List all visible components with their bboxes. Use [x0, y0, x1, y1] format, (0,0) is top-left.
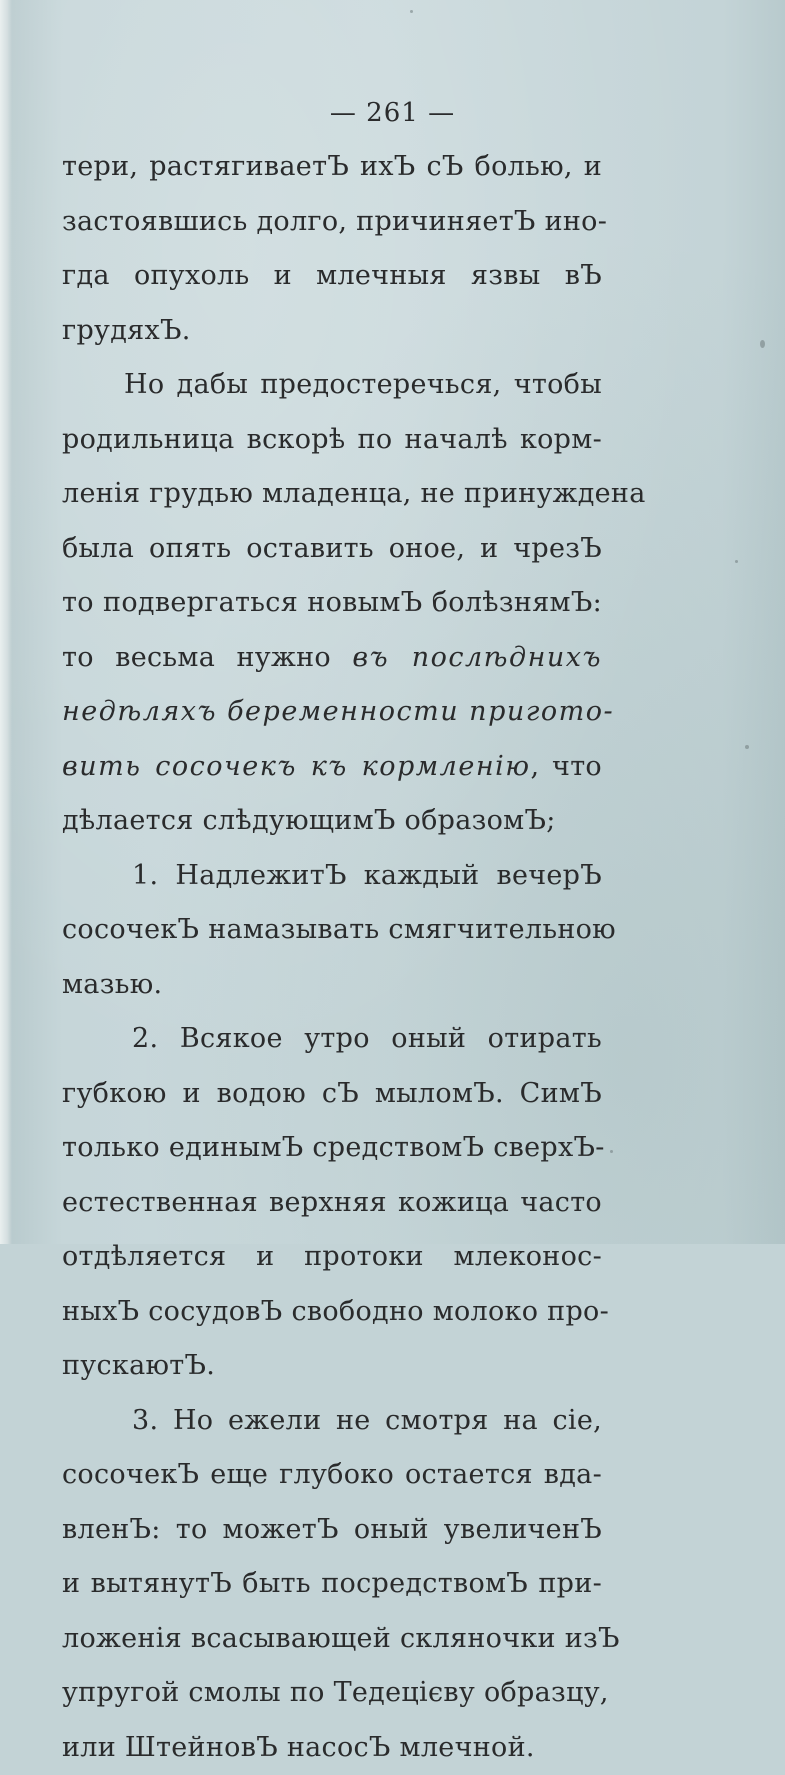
- text-line: или ШтейновЪ насосЪ млечной.: [62, 1721, 602, 1775]
- text-line: только единымЪ средствомЪ сверхЪ-: [62, 1121, 602, 1176]
- text-line: родильница вскорѣ по началѣ корм-: [62, 413, 602, 468]
- text-line: застоявшись долго, причиняетЪ ино-: [62, 195, 602, 250]
- text-line: ныхЪ сосудовЪ свободно молоко про-: [62, 1285, 602, 1340]
- text-line: Но дабы предостеречься, чтобы: [62, 358, 602, 413]
- text-span: то весьма нужно: [62, 642, 331, 673]
- text-line: ленія грудью младенца, не принуждена: [62, 467, 602, 522]
- text-line: была опять оставить оное, и чрезЪ: [62, 522, 602, 577]
- italic-span: вить сосочекъ къ кормленію: [62, 751, 531, 782]
- text-line: тери, растягиваетЪ ихЪ сЪ болью, и: [62, 140, 602, 195]
- text-line: отдѣляется и протоки млеконос-: [62, 1230, 602, 1285]
- text-line: дѣлается слѣдующимЪ образомЪ;: [62, 794, 602, 849]
- text-line: упругой смолы по Тедецієву образцу,: [62, 1666, 602, 1721]
- text-line: 1. НадлежитЪ каждый вечерЪ: [62, 849, 602, 904]
- text-line-mixed: [62, 631, 602, 686]
- text-line: гда опухоль и млечныя язвы вЪ: [62, 249, 602, 304]
- text-line: сосочекЪ намазывать смягчительною: [62, 903, 602, 958]
- italic-line: недѣляхъ беременности пригото-: [62, 685, 602, 740]
- text-line: естественная верхняя кожица часто: [62, 1176, 602, 1231]
- page-number: — 261 —: [0, 98, 785, 128]
- text-line: 3. Но ежели не смотря на сіе,: [62, 1394, 602, 1449]
- text-line: грудяхЪ.: [62, 304, 602, 359]
- paper-speck: [410, 10, 413, 13]
- page-gutter: [0, 0, 12, 1244]
- text-line: пускаютЪ.: [62, 1339, 602, 1394]
- text-line: вленЪ: то можетЪ оный увеличенЪ: [62, 1503, 602, 1558]
- text-line: 2. Всякое утро оный отирать: [62, 1012, 602, 1067]
- text-line: то подвергаться новымЪ болѣзнямЪ:: [62, 576, 602, 631]
- paper-speck: [610, 1150, 613, 1153]
- text-line-mixed: [62, 740, 602, 795]
- body-text: [62, 140, 602, 1775]
- paper-speck: [760, 340, 765, 348]
- text-span: , что: [531, 751, 602, 782]
- italic-span: въ послѣднихъ: [352, 642, 602, 673]
- text-line: ложенія всасывающей скляночки изЪ: [62, 1612, 602, 1667]
- paper-speck: [735, 560, 738, 563]
- text-line: и вытянутЪ быть посредствомЪ при-: [62, 1557, 602, 1612]
- text-line: сосочекЪ еще глубоко остается вда-: [62, 1448, 602, 1503]
- text-line: мазью.: [62, 958, 602, 1013]
- paper-speck: [745, 745, 749, 749]
- text-line: губкою и водою сЪ мыломЪ. СимЪ: [62, 1067, 602, 1122]
